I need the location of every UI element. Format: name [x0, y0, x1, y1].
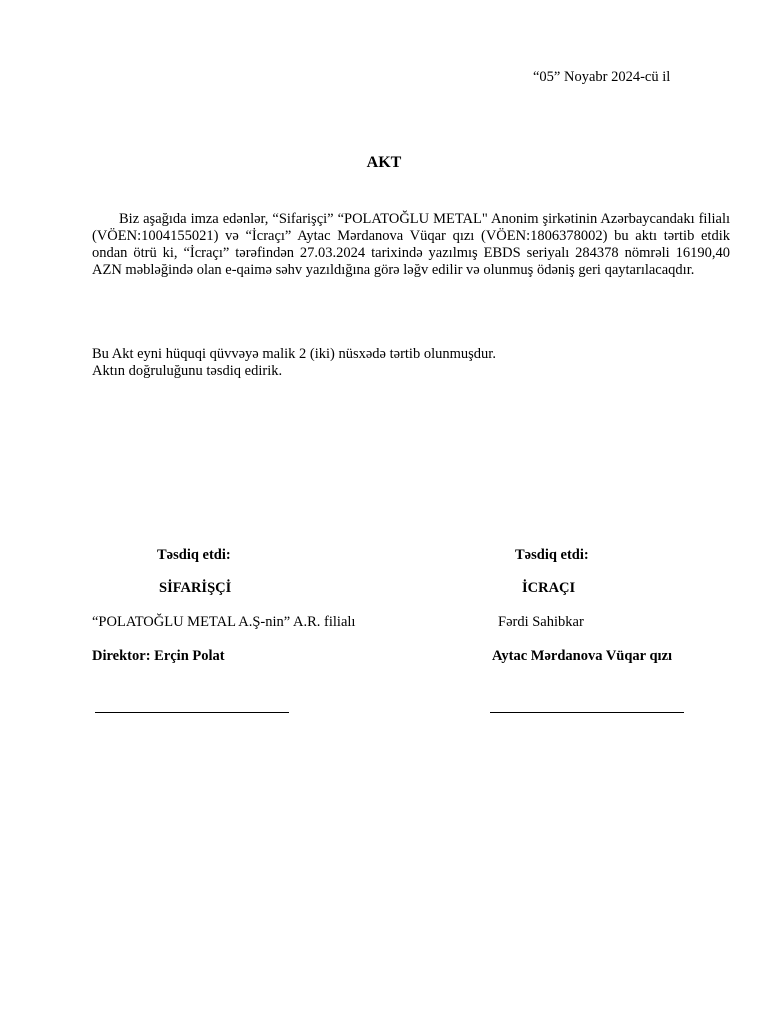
- left-signature-line: [95, 712, 289, 713]
- note-block: [92, 346, 496, 380]
- body-paragraph: Biz aşağıda imza edənlər, “Sifarişçi” “POLATOĞLU METAL" Anonim şirkətinin Azərbaycandakı filialı (VÖEN:1004155021) və “İcraçı” Aytac Mərdanova Vüqar qızı (VÖEN:1806378002) bu aktı tərtib etdik ondan ötrü ki, “İcraçı” tərəfindən 27.03.2024 tarixində yazılmış EBDS seriyalı 284378 nömrəli 16190,40 AZN məbləğində olan e-qaimə səhv yazıldığına görə ləğv edilir və olunmuş ödəniş geri qaytarılacaqdır.: [92, 211, 730, 278]
- left-organization: “POLATOĞLU METAL A.Ş-nin” A.R. filialı: [92, 614, 356, 630]
- right-signatory: Aytac Mərdanova Vüqar qızı: [492, 648, 673, 664]
- right-confirm-label: Təsdiq etdi:: [515, 547, 589, 563]
- note-line-copies: Bu Akt eyni hüquqi qüvvəyə malik 2 (iki) nüsxədə tərtib olunmuşdur.: [92, 346, 496, 362]
- right-signature-line: [490, 712, 684, 713]
- document-title: AKT: [366, 154, 402, 171]
- left-signatory: Direktor: Erçin Polat: [92, 648, 225, 664]
- left-confirm-label: Təsdiq etdi:: [157, 547, 231, 563]
- document-date: “05” Noyabr 2024-cü il: [533, 69, 671, 85]
- right-role: İCRAÇI: [522, 580, 576, 596]
- right-organization: Fərdi Sahibkar: [498, 614, 584, 630]
- left-role: SİFARİŞÇİ: [159, 580, 232, 596]
- note-line-confirmation: Aktın doğruluğunu təsdiq edirik.: [92, 363, 283, 379]
